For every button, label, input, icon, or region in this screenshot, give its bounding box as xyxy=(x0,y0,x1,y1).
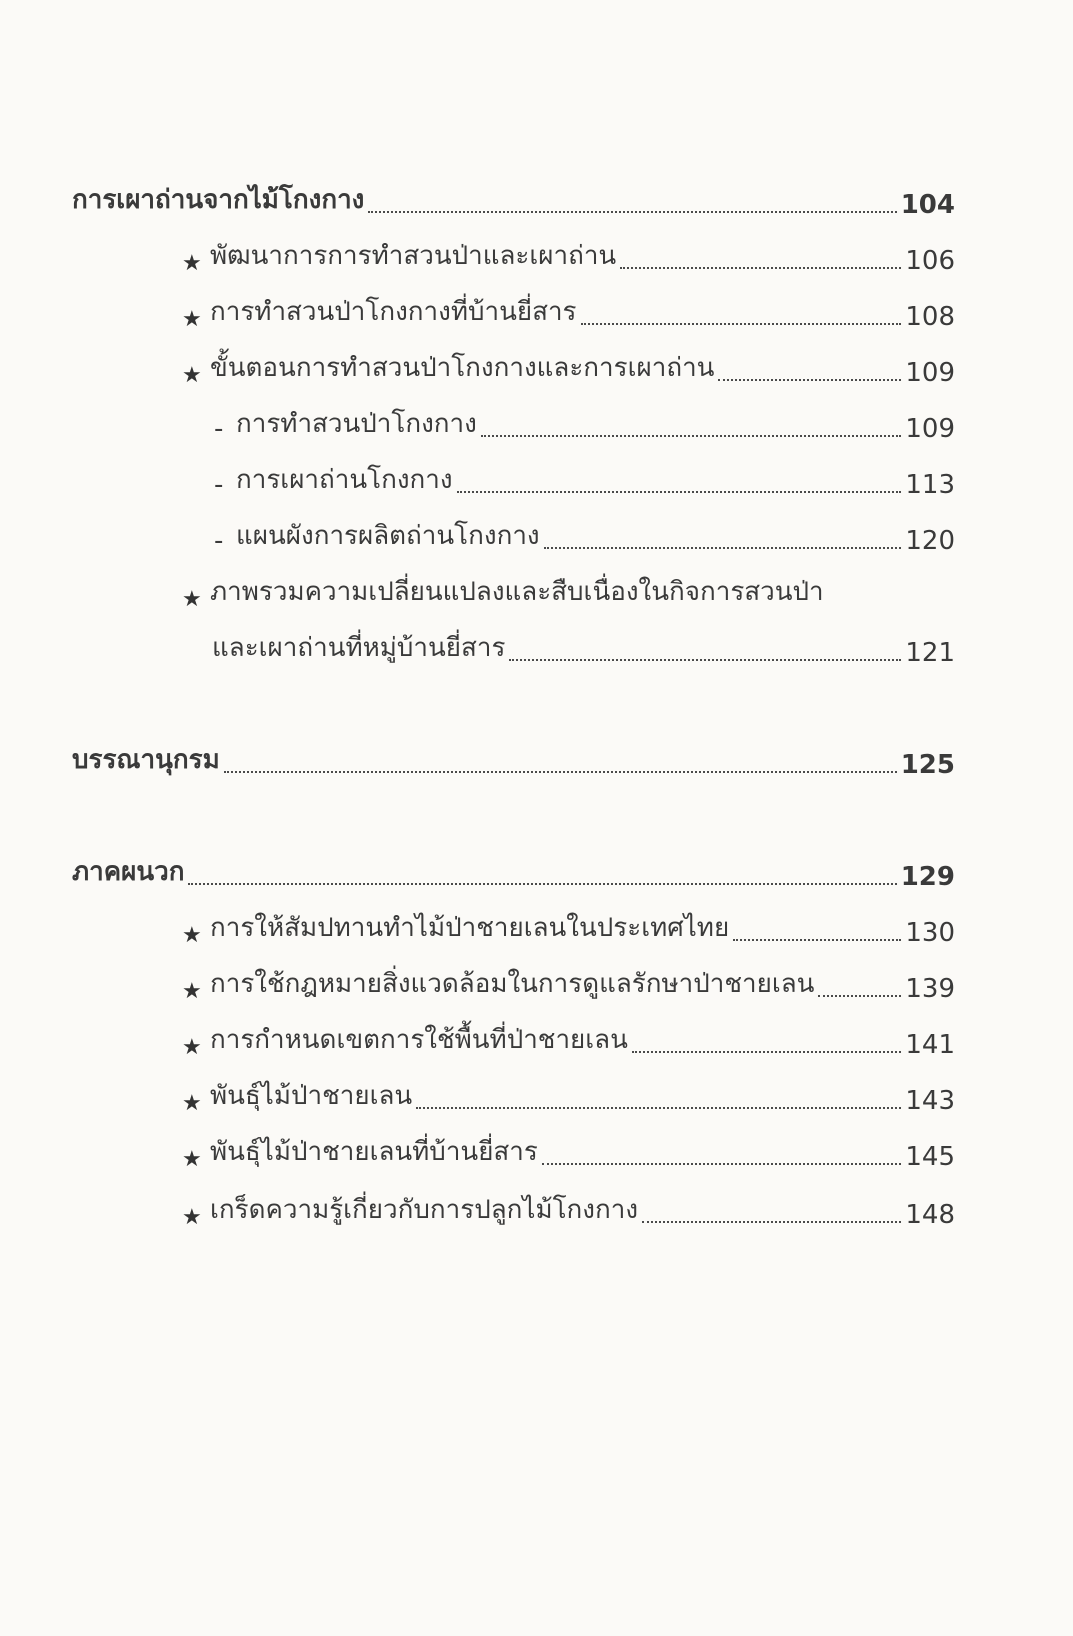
dot-leader xyxy=(224,770,897,773)
toc-entry-charcoal-burning[interactable] xyxy=(72,174,955,220)
toc-entry[interactable] xyxy=(182,1184,955,1230)
toc-page-number: 129 xyxy=(900,862,955,892)
star-icon: ★ xyxy=(182,979,202,1004)
toc-entry-appendix[interactable] xyxy=(72,846,955,892)
toc-entry[interactable] xyxy=(182,1014,955,1060)
toc-subentry[interactable] xyxy=(214,398,955,444)
toc-entry-title: การทำสวนป่าโกงกาง xyxy=(236,409,477,439)
toc-entry-title: การทำสวนป่าโกงกางที่บ้านยี่สาร xyxy=(210,297,577,327)
toc-entry-title: พัฒนาการการทำสวนป่าและเผาถ่าน xyxy=(210,241,617,271)
toc-entry-title: และเผาถ่านที่หมู่บ้านยี่สาร xyxy=(212,633,506,663)
star-icon: ★ xyxy=(182,923,202,948)
star-icon: ★ xyxy=(182,1091,202,1116)
star-icon: ★ xyxy=(182,1147,202,1172)
toc-page-number: 148 xyxy=(905,1200,955,1230)
toc-page-number: 109 xyxy=(905,414,955,444)
dot-leader xyxy=(542,1162,902,1165)
toc-entry[interactable] xyxy=(182,230,955,276)
toc-entry-multiline-second[interactable] xyxy=(212,622,955,668)
toc-page-number: 130 xyxy=(905,918,955,948)
toc-entry[interactable] xyxy=(182,902,955,948)
toc-entry[interactable] xyxy=(182,342,955,388)
dot-leader xyxy=(581,322,902,325)
toc-entry-title: ภาคผนวก xyxy=(72,857,185,887)
toc-page-number: 113 xyxy=(905,470,955,500)
star-icon: ★ xyxy=(182,307,202,332)
dot-leader xyxy=(457,490,902,493)
toc-entry[interactable] xyxy=(182,1070,955,1116)
dot-leader xyxy=(544,546,902,549)
dot-leader xyxy=(481,434,902,437)
dot-leader xyxy=(733,938,901,941)
toc-entry-title: พันธุ์ไม้ป่าชายเลน xyxy=(210,1081,413,1111)
toc-entry-title: พันธุ์ไม้ป่าชายเลนที่บ้านยี่สาร xyxy=(210,1137,538,1167)
dot-leader xyxy=(416,1106,901,1109)
toc-entry[interactable] xyxy=(182,286,955,332)
toc-page-number: 108 xyxy=(905,302,955,332)
toc-page-number: 141 xyxy=(905,1030,955,1060)
toc-page-number: 125 xyxy=(900,750,955,780)
toc-entry-title: บรรณานุกรม xyxy=(72,745,220,775)
toc-page-number: 120 xyxy=(905,526,955,556)
toc-entry-bibliography[interactable] xyxy=(72,734,955,780)
dot-leader xyxy=(188,882,896,885)
star-icon: ★ xyxy=(182,251,202,276)
dot-leader xyxy=(818,994,901,997)
toc-entry-title: การกำหนดเขตการใช้พื้นที่ป่าชายเลน xyxy=(210,1025,628,1055)
toc-entry-title: การให้สัมปทานทำไม้ป่าชายเลนในประเทศไทย xyxy=(210,913,730,943)
toc-page-number: 143 xyxy=(905,1086,955,1116)
toc-subentry[interactable] xyxy=(214,510,955,556)
dot-leader xyxy=(509,658,901,661)
star-icon: ★ xyxy=(182,587,202,612)
dot-leader xyxy=(632,1050,901,1053)
toc-entry-title: เกร็ดความรู้เกี่ยวกับการปลูกไม้โกงกาง xyxy=(210,1195,639,1225)
star-icon: ★ xyxy=(182,1205,202,1230)
toc-entry[interactable] xyxy=(182,958,955,1004)
toc-page-number: 145 xyxy=(905,1142,955,1172)
toc-entry-title: การใช้กฎหมายสิ่งแวดล้อมในการดูแลรักษาป่าชายเลน xyxy=(210,969,815,999)
dash-marker: - xyxy=(214,470,224,500)
dash-marker: - xyxy=(214,414,224,444)
dot-leader xyxy=(642,1220,901,1223)
toc-entry-multiline-first[interactable] xyxy=(182,566,824,612)
dot-leader xyxy=(718,378,901,381)
dot-leader xyxy=(368,210,896,213)
dash-marker: - xyxy=(214,526,224,556)
toc-entry-title: แผนผังการผลิตถ่านโกงกาง xyxy=(236,521,540,551)
toc-entry-title: การเผาถ่านโกงกาง xyxy=(236,465,453,495)
toc-entry-title: การเผาถ่านจากไม้โกงกาง xyxy=(72,185,365,215)
dot-leader xyxy=(620,266,901,269)
toc-page-number: 109 xyxy=(905,358,955,388)
toc-entry[interactable] xyxy=(182,1126,955,1172)
toc-page-number: 106 xyxy=(905,246,955,276)
toc-subentry[interactable] xyxy=(214,454,955,500)
toc-entry-title: ขั้นตอนการทำสวนป่าโกงกางและการเผาถ่าน xyxy=(210,353,715,383)
star-icon: ★ xyxy=(182,1035,202,1060)
star-icon: ★ xyxy=(182,363,202,388)
toc-page-number: 121 xyxy=(905,638,955,668)
toc-page-number: 104 xyxy=(900,190,955,220)
toc-page-number: 139 xyxy=(905,974,955,1004)
toc-entry-title: ภาพรวมความเปลี่ยนแปลงและสืบเนื่องในกิจการสวนป่า xyxy=(210,577,824,607)
